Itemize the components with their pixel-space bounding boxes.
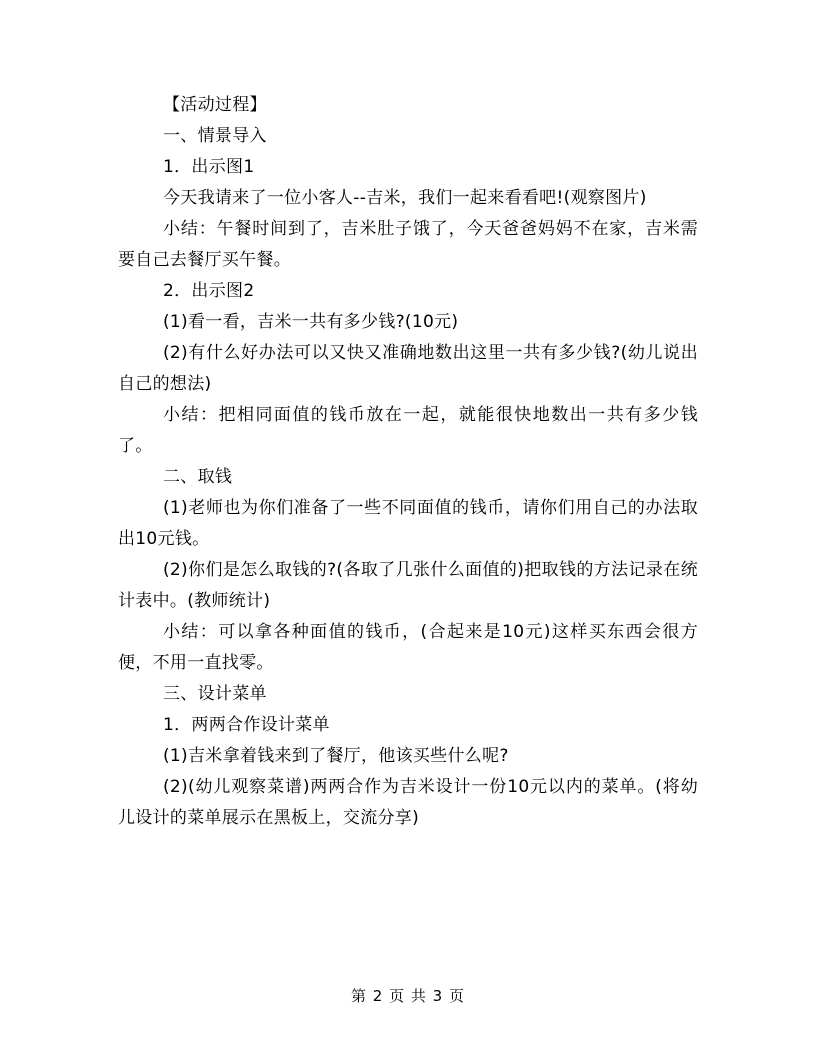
section-heading-design-menu: 三、设计菜单 bbox=[163, 684, 267, 704]
paragraph-guest-intro: 今天我请来了一位小客人--吉米，我们一起来看看吧!(观察图片) bbox=[163, 188, 647, 208]
paragraph-menu-question-1: (1)吉米拿着钱来到了餐厅，他该买些什么呢? bbox=[163, 746, 509, 766]
paragraph-question-1: (1)看一看，吉米一共有多少钱?(10元) bbox=[163, 312, 459, 332]
section-heading-take-money: 二、取钱 bbox=[163, 467, 233, 487]
paragraph-summary-lunch: 小结：午餐时间到了，吉米肚子饿了，今天爸爸妈妈不在家，吉米需要自己去餐厅买午餐。 bbox=[118, 219, 698, 270]
paragraph-summary-denominations: 小结：可以拿各种面值的钱币，(合起来是10元)这样买东西会很方便，不用一直找零。 bbox=[118, 622, 698, 673]
paragraph-question-2: (2)有什么好办法可以又快又准确地数出这里一共有多少钱?(幼儿说出自己的想法) bbox=[118, 343, 698, 394]
paragraph-take-money-1: (1)老师也为你们准备了一些不同面值的钱币，请你们用自己的办法取出10元钱。 bbox=[118, 498, 698, 549]
page-number-footer: 第 2 页 共 3 页 bbox=[351, 987, 465, 1005]
subheading-show-picture-2: 2．出示图2 bbox=[163, 281, 255, 301]
section-heading-scene-intro: 一、情景导入 bbox=[163, 126, 267, 146]
document-body bbox=[118, 90, 698, 834]
paragraph-take-money-2: (2)你们是怎么取钱的?(各取了几张什么面值的)把取钱的方法记录在统计表中。(教师统计) bbox=[118, 560, 698, 611]
subheading-show-picture-1: 1．出示图1 bbox=[163, 157, 255, 177]
paragraph-summary-counting: 小结：把相同面值的钱币放在一起，就能很快地数出一共有多少钱了。 bbox=[118, 405, 698, 456]
paragraph-menu-question-2: (2)(幼儿观察菜谱)两两合作为吉米设计一份10元以内的菜单。(将幼儿设计的菜单展示在黑板上，交流分享) bbox=[118, 777, 698, 828]
section-heading-activity-process: 【活动过程】 bbox=[163, 95, 267, 115]
subheading-pair-design: 1．两两合作设计菜单 bbox=[163, 715, 330, 735]
